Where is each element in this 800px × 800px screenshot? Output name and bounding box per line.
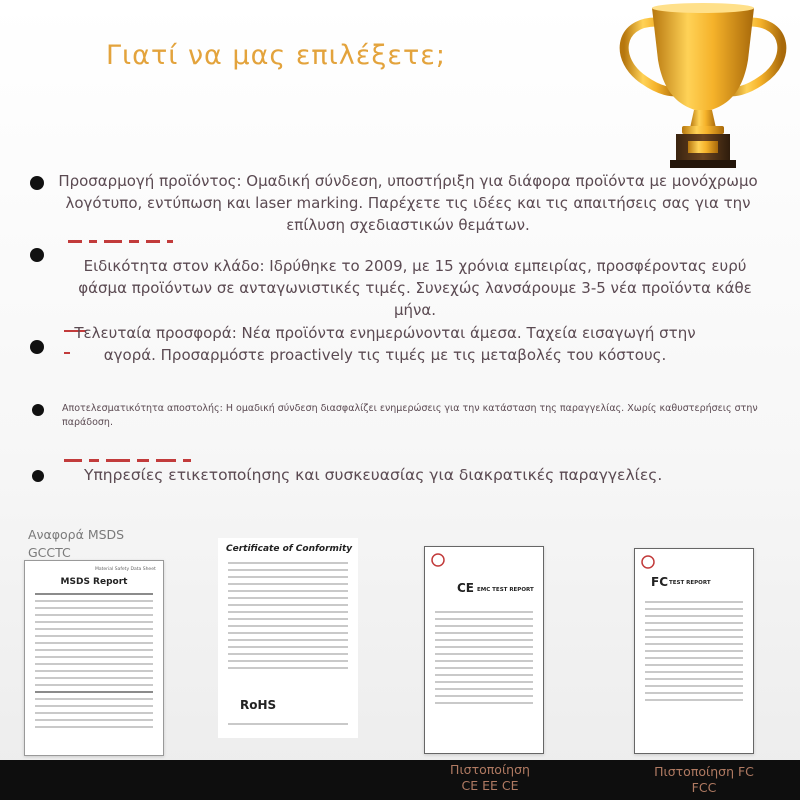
fcc-test-report xyxy=(634,548,754,754)
bullet-icon xyxy=(30,248,44,262)
msds-report-title: MSDS Report xyxy=(60,577,128,587)
ce-emc-test-report xyxy=(424,546,544,754)
feature-latest-offer: Τελευταία προσφορά: Νέα προϊόντα ενημερώνονται άμεσα. Ταχεία εισαγωγή στην αγορά. Προσαρμόστε proactively τις τιμές με τις μεταβολές του κόστους. xyxy=(74,324,696,364)
feature-labeling-packaging: Υπηρεσίες ετικετοποίησης και συσκευασίας για διακρατικές παραγγελίες. xyxy=(84,466,663,484)
ce-certification-label: Πιστοποίηση CE EE CE xyxy=(450,762,530,793)
msds-caption: Αναφορά MSDS GCCTC xyxy=(28,527,125,560)
msds-report-document xyxy=(24,560,164,756)
fc-certification-label: Πιστοποίηση FC FCC xyxy=(654,764,754,795)
certificate-of-conformity xyxy=(218,538,358,738)
feature-industry-expertise: Ειδικότητα στον κλάδο: Ιδρύθηκε το 2009, με 15 χρόνια εμπειρίας, προσφέροντας ευρύ φάσμα προϊόντων σε ανταγωνιστικές τιμές. Συνεχώς λανσάρουμε 3-5 νέα προϊόντα κάθε μήνα. xyxy=(78,257,752,319)
coc-title: Certificate of Conformity xyxy=(226,544,353,554)
bullet-icon xyxy=(30,176,44,190)
page-title: Γιατί να μας επιλέξετε; xyxy=(106,40,446,71)
trophy-icon xyxy=(606,0,800,180)
decorative-strokes xyxy=(64,459,191,462)
ce-report-title: EMC TEST REPORT xyxy=(477,587,534,593)
bullet-icon xyxy=(32,404,44,416)
fc-report-title: TEST REPORT xyxy=(669,580,711,586)
feature-shipping-efficiency: Αποτελεσματικότητα αποστολής: Η ομαδική σύνδεση διασφαλίζει ενημερώσεις για την κατάσταση της παραγγελίας. Χωρίς καθυστερήσεις στην παράδοση. xyxy=(62,403,758,428)
msds-report-subtitle: Material Safety Data Sheet xyxy=(95,567,156,572)
bullet-icon xyxy=(32,470,44,482)
bullet-icon xyxy=(30,340,44,354)
ce-logo-icon xyxy=(431,553,445,567)
fc-logo-text: FC xyxy=(651,575,669,589)
fc-logo-icon xyxy=(641,555,655,569)
feature-customization: Προσαρμογή προϊόντος: Ομαδική σύνδεση, υποστήριξη για διάφορα προϊόντα με μονόχρωμο λογότυπο, εντύπωση και laser marking. Παρέχετε τις ιδέες και τις απαιτήσεις σας για την επίλυση σχεδιαστικών θεμάτων. xyxy=(58,172,758,234)
ce-logo-text: CE xyxy=(457,581,475,595)
decorative-strokes xyxy=(68,240,173,243)
rohs-label: RoHS xyxy=(240,698,277,712)
